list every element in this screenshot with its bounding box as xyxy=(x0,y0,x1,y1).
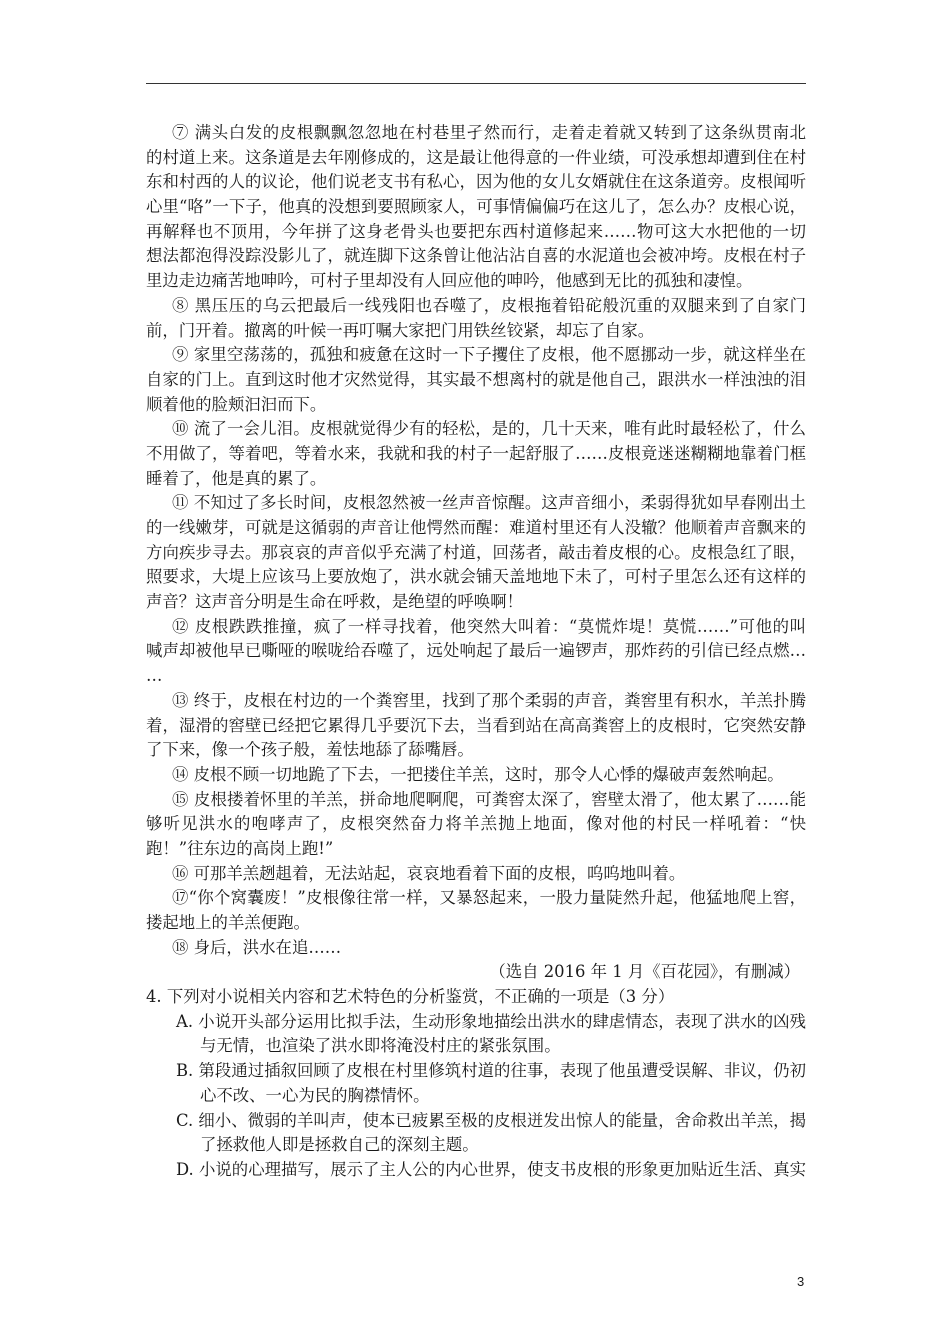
paragraph-line: ⑩ 流了一会儿泪。皮根就觉得少有的轻松，是的，几十天来，唯有此时最轻松了，什么 xyxy=(172,419,806,439)
header-rule xyxy=(146,83,806,84)
paragraph-line: 了下来，像一个孩子般，羞怯地舔了舔嘴唇。 xyxy=(146,740,474,760)
answer-option-line: 与无情，也渲染了洪水即将淹没村庄的紧张氛围。 xyxy=(200,1036,561,1056)
paragraph-line: 不用做了，等着吧，等着水来，我就和我的村子一起舒服了……皮根竟迷迷糊糊地靠着门框 xyxy=(146,443,806,463)
paragraph-line: 顺着他的脸颊汩汩而下。 xyxy=(146,394,327,414)
answer-option-line: C. 细小、微弱的羊叫声，使本已疲累至极的皮根迸发出惊人的能量，舍命救出羊羔，揭 xyxy=(176,1110,806,1130)
paragraph-line: 想法都泡得没踪没影儿了，就连脚下这条曾让他沾沾自喜的水泥道也会被冲垮。皮根在村子 xyxy=(146,246,806,266)
paragraph-line: ⑯ 可那羊羔趔趄着，无法站起，哀哀地看着下面的皮根，呜呜地叫着。 xyxy=(172,863,686,883)
answer-option-line: D. 小说的心理描写，展示了主人公的内心世界，使支书皮根的形象更加贴近生活、真实 xyxy=(176,1159,806,1179)
paragraph-line: 睡着了，他是真的累了。 xyxy=(146,468,327,488)
answer-option-line: A. 小说开头部分运用比拟手法，生动形象地描绘出洪水的肆虐情态，表现了洪水的凶残 xyxy=(176,1011,806,1031)
paragraph-line: 搂起地上的羊羔便跑。 xyxy=(146,913,310,932)
paragraph-line: … xyxy=(146,666,163,686)
paragraph-line: ⑪ 不知过了多长时间，皮根忽然被一丝声音惊醒。这声音细小，柔弱得犹如早春刚出土 xyxy=(172,493,806,513)
answer-option-line: B. 第段通过插叙回顾了皮根在村里修筑村道的往事，表现了他虽遭受误解、非议，仍初 xyxy=(176,1061,806,1081)
paragraph-line: 够听见洪水的咆哮声了，皮根突然奋力将羊羔抛上地面，像对他的村民一样吼着：“快 xyxy=(146,814,806,834)
document-body xyxy=(146,121,806,1183)
paragraph-line: 方向疾步寻去。那哀哀的声音似乎充满了村道，回荡者，敲击着皮根的心。皮根急红了眼， xyxy=(146,542,806,562)
question-stem: 4. 下列对小说相关内容和艺术特色的分析鉴赏，不正确的一项是（3 分） xyxy=(146,987,675,1007)
paragraph-line: 自家的门上。直到这时他才灾然觉得，其实最不想离村的就是他自己，跟洪水一样浊浊的泪 xyxy=(146,369,806,389)
paragraph-line: 的村道上来。这条道是去年刚修成的，这是最让他得意的一件业绩，可没承想却遭到住在村 xyxy=(146,147,806,167)
paragraph-line: 跑！”往东边的高岗上跑!” xyxy=(146,838,334,858)
paragraph-line: 再解释也不顶用，今年拼了这身老骨头也要把东西村道修起来……物可这大水把他的一切 xyxy=(146,221,806,241)
paragraph-line: 声音？这声音分明是生命在呼救，是绝望的呼唤啊！ xyxy=(146,592,523,612)
paragraph-line: 着，湿滑的窖壁已经把它累得几乎要沉下去，当看到站在高高粪窖上的皮根时，它突然安静 xyxy=(146,715,806,735)
paragraph-line: ⑭ 皮根不顾一切地跪了下去，一把搂住羊羔，这时，那令人心悸的爆破声轰然响起。 xyxy=(172,764,784,784)
paragraph-line: 的一线嫩芽，可就是这循弱的声音让他愕然而醒：难道村里还有人没辙？他顺着声音飘来的 xyxy=(146,518,806,537)
paragraph-line: ⑬ 终于，皮根在村边的一个粪窖里，找到了那个柔弱的声音，粪窖里有积水，羊羔扑腾 xyxy=(172,690,806,710)
answer-option-line: 了拯救他人即是拯救自己的深刻主题。 xyxy=(200,1135,479,1155)
paragraph-line: 前，门开着。撤离的叶候一再叮嘱大家把门用铁丝铰紧，却忘了自家。 xyxy=(146,320,655,340)
paragraph-line: 喊声却被他早已嘶哑的喉咙给吞噬了，远处响起了最后一遍锣声，那炸药的引信已经点燃… xyxy=(146,641,806,661)
paragraph-line: ⑧ 黑压压的乌云把最后一线残阳也吞噬了，皮根拖着铅砣般沉重的双腿来到了自家门 xyxy=(172,295,806,315)
paragraph-line: ⑦ 满头白发的皮根飘飘忽忽地在村巷里孑然而行，走着走着就又转到了这条纵贯南北 xyxy=(172,123,806,142)
paragraph-line: 照要求，大堤上应该马上要放炮了，洪水就会铺天盖地地下未了，可村子里怎么还有这样的 xyxy=(146,567,806,587)
paragraph-line: 心里“咯”一下子，他真的没想到要照顾家人，可事情偏偏巧在这儿了，怎么办？皮根心说， xyxy=(146,197,806,217)
paragraph-line: 东和村西的人的议论，他们说老支书有私心，因为他的女儿女婿就住在这条道旁。皮根闻听 xyxy=(146,172,806,192)
paragraph-line: ⑨ 家里空荡荡的，孤独和疲惫在这时一下子攫住了皮根，他不愿挪动一步，就这样坐在 xyxy=(172,345,806,365)
answer-option-line: 心不改、一心为民的胸襟情怀。 xyxy=(200,1085,430,1105)
source-citation: （选自 2016 年 1 月《百花园》，有删减） xyxy=(489,962,800,982)
page-number: 3 xyxy=(797,1274,805,1289)
paragraph-line: ⑮ 皮根搂着怀里的羊羔，拼命地爬啊爬，可粪窖太深了，窖壁太滑了，他太累了……能 xyxy=(172,789,806,809)
paragraph-line: 里边走边痛苦地呻吟，可村子里却没有人回应他的呻吟，他感到无比的孤独和凄惶。 xyxy=(146,271,753,291)
paragraph-line: ⑫ 皮根跌跌推撞，疯了一样寻找着，他突然大叫着：“莫慌炸堤！莫慌……”可他的叫 xyxy=(172,616,806,636)
paragraph-line: ⑰“你个窝囊废！”皮根像往常一样，又暴怒起来，一股力量陡然升起，他猛地爬上窖， xyxy=(172,888,806,908)
paragraph-line: ⑱ 身后，洪水在追…… xyxy=(172,937,342,957)
